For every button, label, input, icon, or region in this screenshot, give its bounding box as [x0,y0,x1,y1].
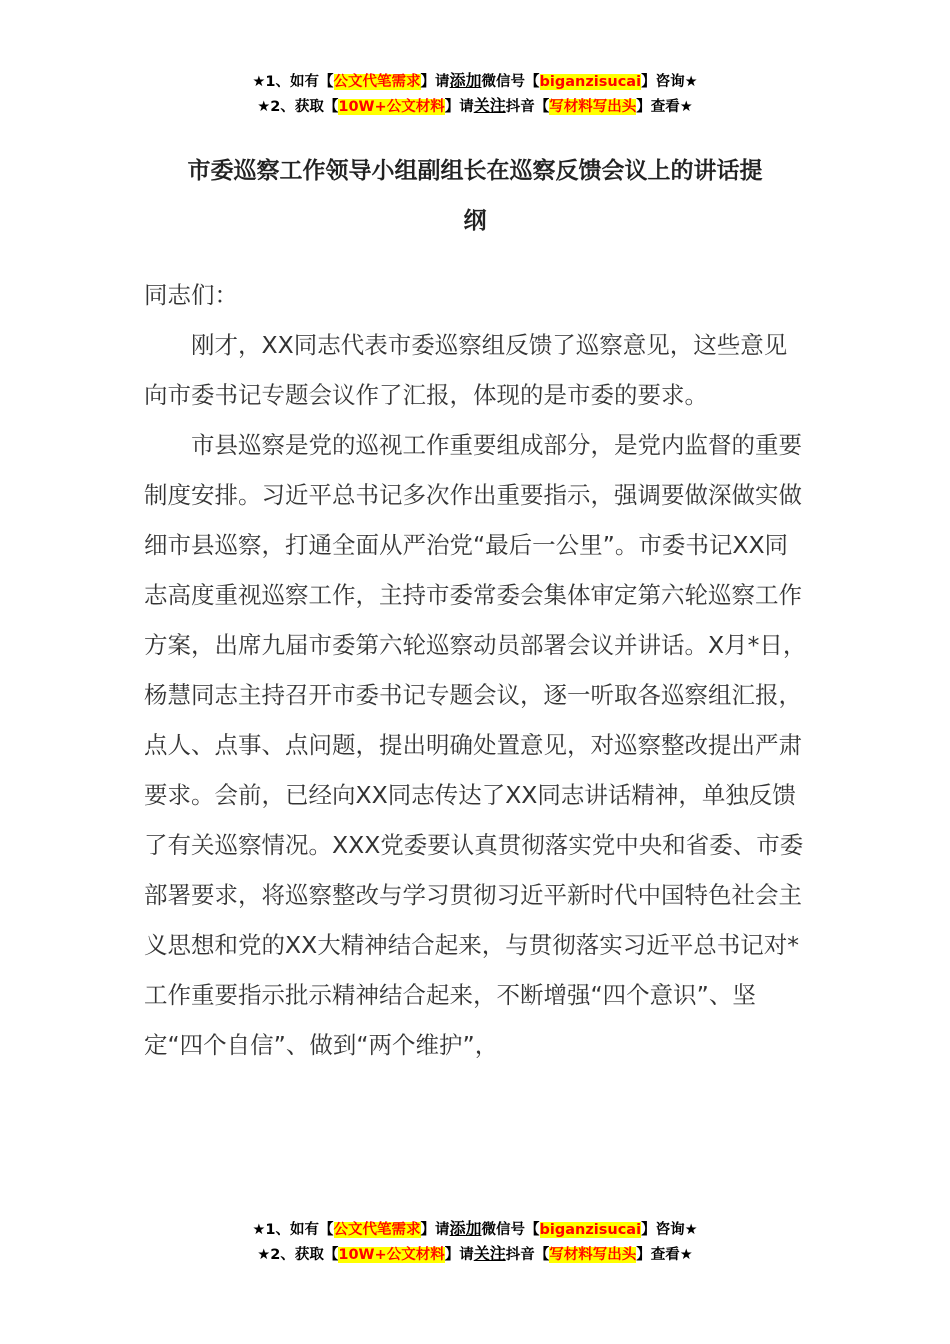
promo-text: 】咨询★ [641,1222,698,1238]
promo-text: 】请 [420,74,450,90]
promo-highlight: 10W+公文材料 [338,1247,445,1263]
document-title [140,146,810,246]
promo-text: ★2、获取【 [257,99,339,115]
promo-highlight: biganzisucai [539,74,642,90]
promo-text: 】查看★ [636,1247,693,1263]
promo-highlight: biganzisucai [539,1222,642,1238]
promo-text: 抖音【 [505,99,550,115]
promo-line-1 [0,1217,950,1242]
promo-emphasis: 关注 [473,96,506,115]
promo-emphasis: 添加 [449,1219,482,1238]
promo-highlight: 写材料写出头 [549,99,637,115]
promo-emphasis: 关注 [473,1244,506,1263]
promo-text: 】查看★ [636,99,693,115]
promo-emphasis: 添加 [449,71,482,90]
promo-text: 微信号【 [481,74,540,90]
promo-text: ★1、如有【 [252,74,334,90]
salutation: 同志们： [144,281,238,309]
document-title-line: 纲 [463,208,487,234]
body-paragraph: 刚才，XX同志代表市委巡察组反馈了巡察意见，这些意见向市委书记专题会议作了汇报，体现的是市委的要求。 [144,331,788,409]
promo-text: 微信号【 [481,1222,540,1238]
promo-text: 】请 [444,1247,474,1263]
body-paragraph: 市县巡察是党的巡视工作重要组成部分，是党内监督的重要制度安排。习近平总书记多次作出重要指示，强调要做深做实做细市县巡察，打通全面从严治党“最后一公里”。市委书记XX同志高度重视巡察工作，主持市委常委会集体审定第六轮巡察工作方案，出席九届市委第六轮巡察动员部署会议并讲话。X月*日，杨慧同志主持召开市委书记专题会议，逐一听取各巡察组汇报，点人、点事、点问题，提出明确处置意见，对巡察整改提出严肃要求。会前，已经向XX同志传达了XX同志讲话精神，单独反馈了有关巡察情况。XXX党委要认真贯彻落实党中央和省委、市委部署要求，将巡察整改与学习贯彻习近平新时代中国特色社会主义思想和党的XX大精神结合起来，与贯彻落实习近平总书记对*工作重要指示批示精神结合起来，不断增强“四个意识”、坚定“四个自信”、做到“两个维护”， [144,431,807,1059]
header-promo-banner [0,69,950,119]
promo-highlight: 公文代笔需求 [333,74,421,90]
promo-text: ★2、获取【 [257,1247,339,1263]
promo-line-2 [0,94,950,119]
footer-promo-banner [0,1217,950,1267]
promo-text: 】请 [444,99,474,115]
promo-line-1 [0,69,950,94]
promo-text: 】请 [420,1222,450,1238]
promo-highlight: 公文代笔需求 [333,1222,421,1238]
promo-line-2 [0,1242,950,1267]
promo-highlight: 10W+公文材料 [338,99,445,115]
document-body [144,270,810,1070]
promo-text: 】咨询★ [641,74,698,90]
document-title-line: 市委巡察工作领导小组副组长在巡察反馈会议上的讲话提 [187,158,763,184]
promo-highlight: 写材料写出头 [549,1247,637,1263]
promo-text: ★1、如有【 [252,1222,334,1238]
promo-text: 抖音【 [505,1247,550,1263]
